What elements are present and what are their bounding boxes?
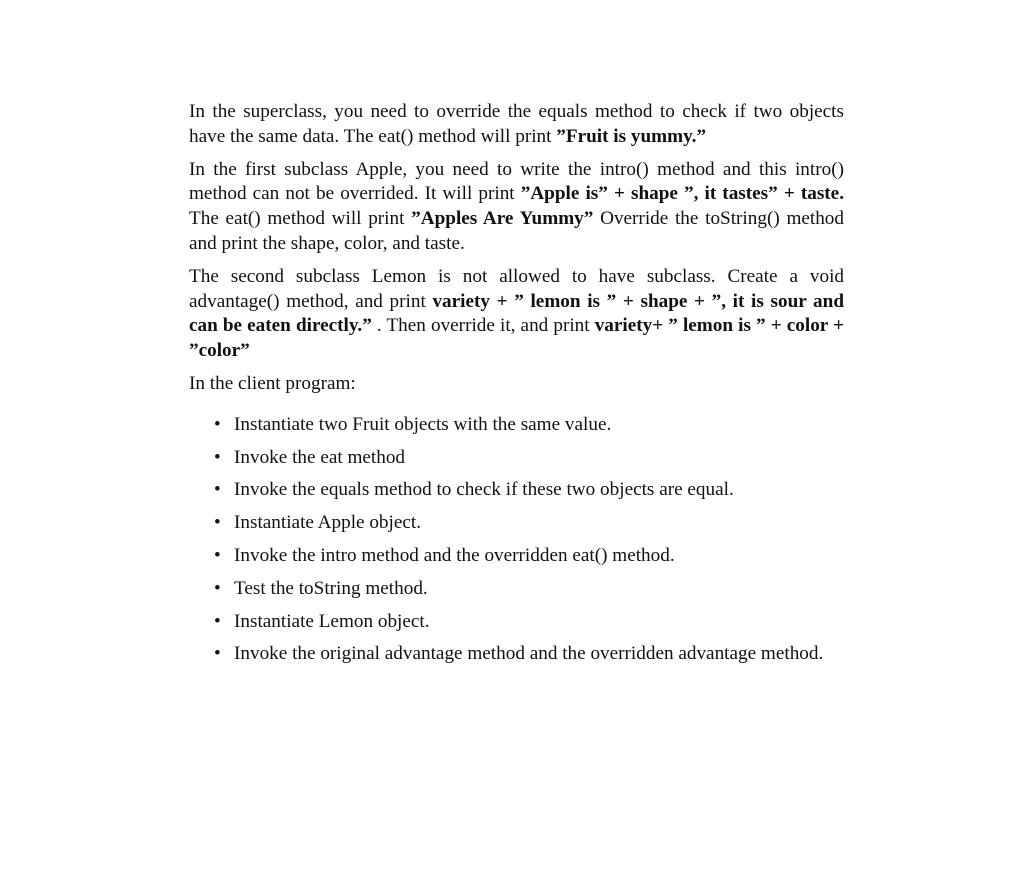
assignment-document bbox=[189, 100, 844, 675]
list-item bbox=[189, 446, 844, 471]
segment: Override the toString() method and print the shape, color, and taste. bbox=[189, 208, 844, 254]
segment: In the client program: bbox=[189, 372, 356, 394]
list-item-text: Instantiate Lemon object. bbox=[234, 610, 430, 632]
list-item-text: Instantiate Apple object. bbox=[234, 512, 422, 534]
paragraph-lemon-subclass bbox=[189, 265, 844, 364]
client-steps-list bbox=[189, 413, 844, 667]
list-item-text: Test the toString method. bbox=[234, 577, 428, 599]
list-item-text: Invoke the eat method bbox=[234, 446, 406, 468]
bullet-icon: • bbox=[214, 413, 221, 435]
list-item-text: Invoke the original advantage method and the overridden advantage method. bbox=[234, 643, 824, 665]
list-item bbox=[189, 478, 844, 503]
segment-bold: ”Apples Are Yummy” bbox=[411, 208, 594, 230]
bullet-icon: • bbox=[214, 544, 221, 566]
list-item-text: Invoke the equals method to check if these two objects are equal. bbox=[234, 479, 734, 501]
list-item bbox=[189, 642, 844, 667]
segment: In the superclass, you need to override the equals method to check if two objects have the same data. The eat() method will print bbox=[189, 101, 844, 147]
list-item bbox=[189, 544, 844, 569]
list-item-text: Instantiate two Fruit objects with the same value. bbox=[234, 413, 612, 435]
bullet-icon: • bbox=[214, 479, 221, 501]
segment-bold: ”Apple is” + shape ”, it tastes” + taste. bbox=[520, 183, 844, 205]
paragraph-superclass bbox=[189, 100, 844, 150]
paragraph-client-program bbox=[189, 372, 844, 397]
segment: . Then override it, and print bbox=[371, 315, 595, 337]
bullet-icon: • bbox=[214, 577, 221, 599]
bullet-icon: • bbox=[214, 643, 221, 665]
list-item bbox=[189, 577, 844, 602]
bullet-icon: • bbox=[214, 512, 221, 534]
segment: The eat() method will print bbox=[189, 208, 412, 230]
list-item bbox=[189, 511, 844, 536]
list-item-text: Invoke the intro method and the overridden eat() method. bbox=[234, 544, 675, 566]
segment-bold: variety + ” lemon is ” + shape + ”, it is sour and can be eaten directly.” bbox=[189, 290, 844, 337]
bullet-icon: • bbox=[214, 610, 221, 632]
segment: The second subclass Lemon is not allowed to have subclass. Create a void advantage() method, and print bbox=[189, 265, 844, 312]
list-item bbox=[189, 610, 844, 635]
segment: In the first subclass Apple, you need to write the intro() method and this intro() method can not be overrided. It will print bbox=[189, 158, 844, 205]
list-item bbox=[189, 413, 844, 438]
segment-bold: variety+ ” lemon is ” + color + ”color” bbox=[189, 315, 845, 362]
bullet-icon: • bbox=[214, 446, 221, 468]
segment-bold: ”Fruit is yummy.” bbox=[556, 125, 707, 147]
paragraph-apple-subclass bbox=[189, 158, 844, 257]
